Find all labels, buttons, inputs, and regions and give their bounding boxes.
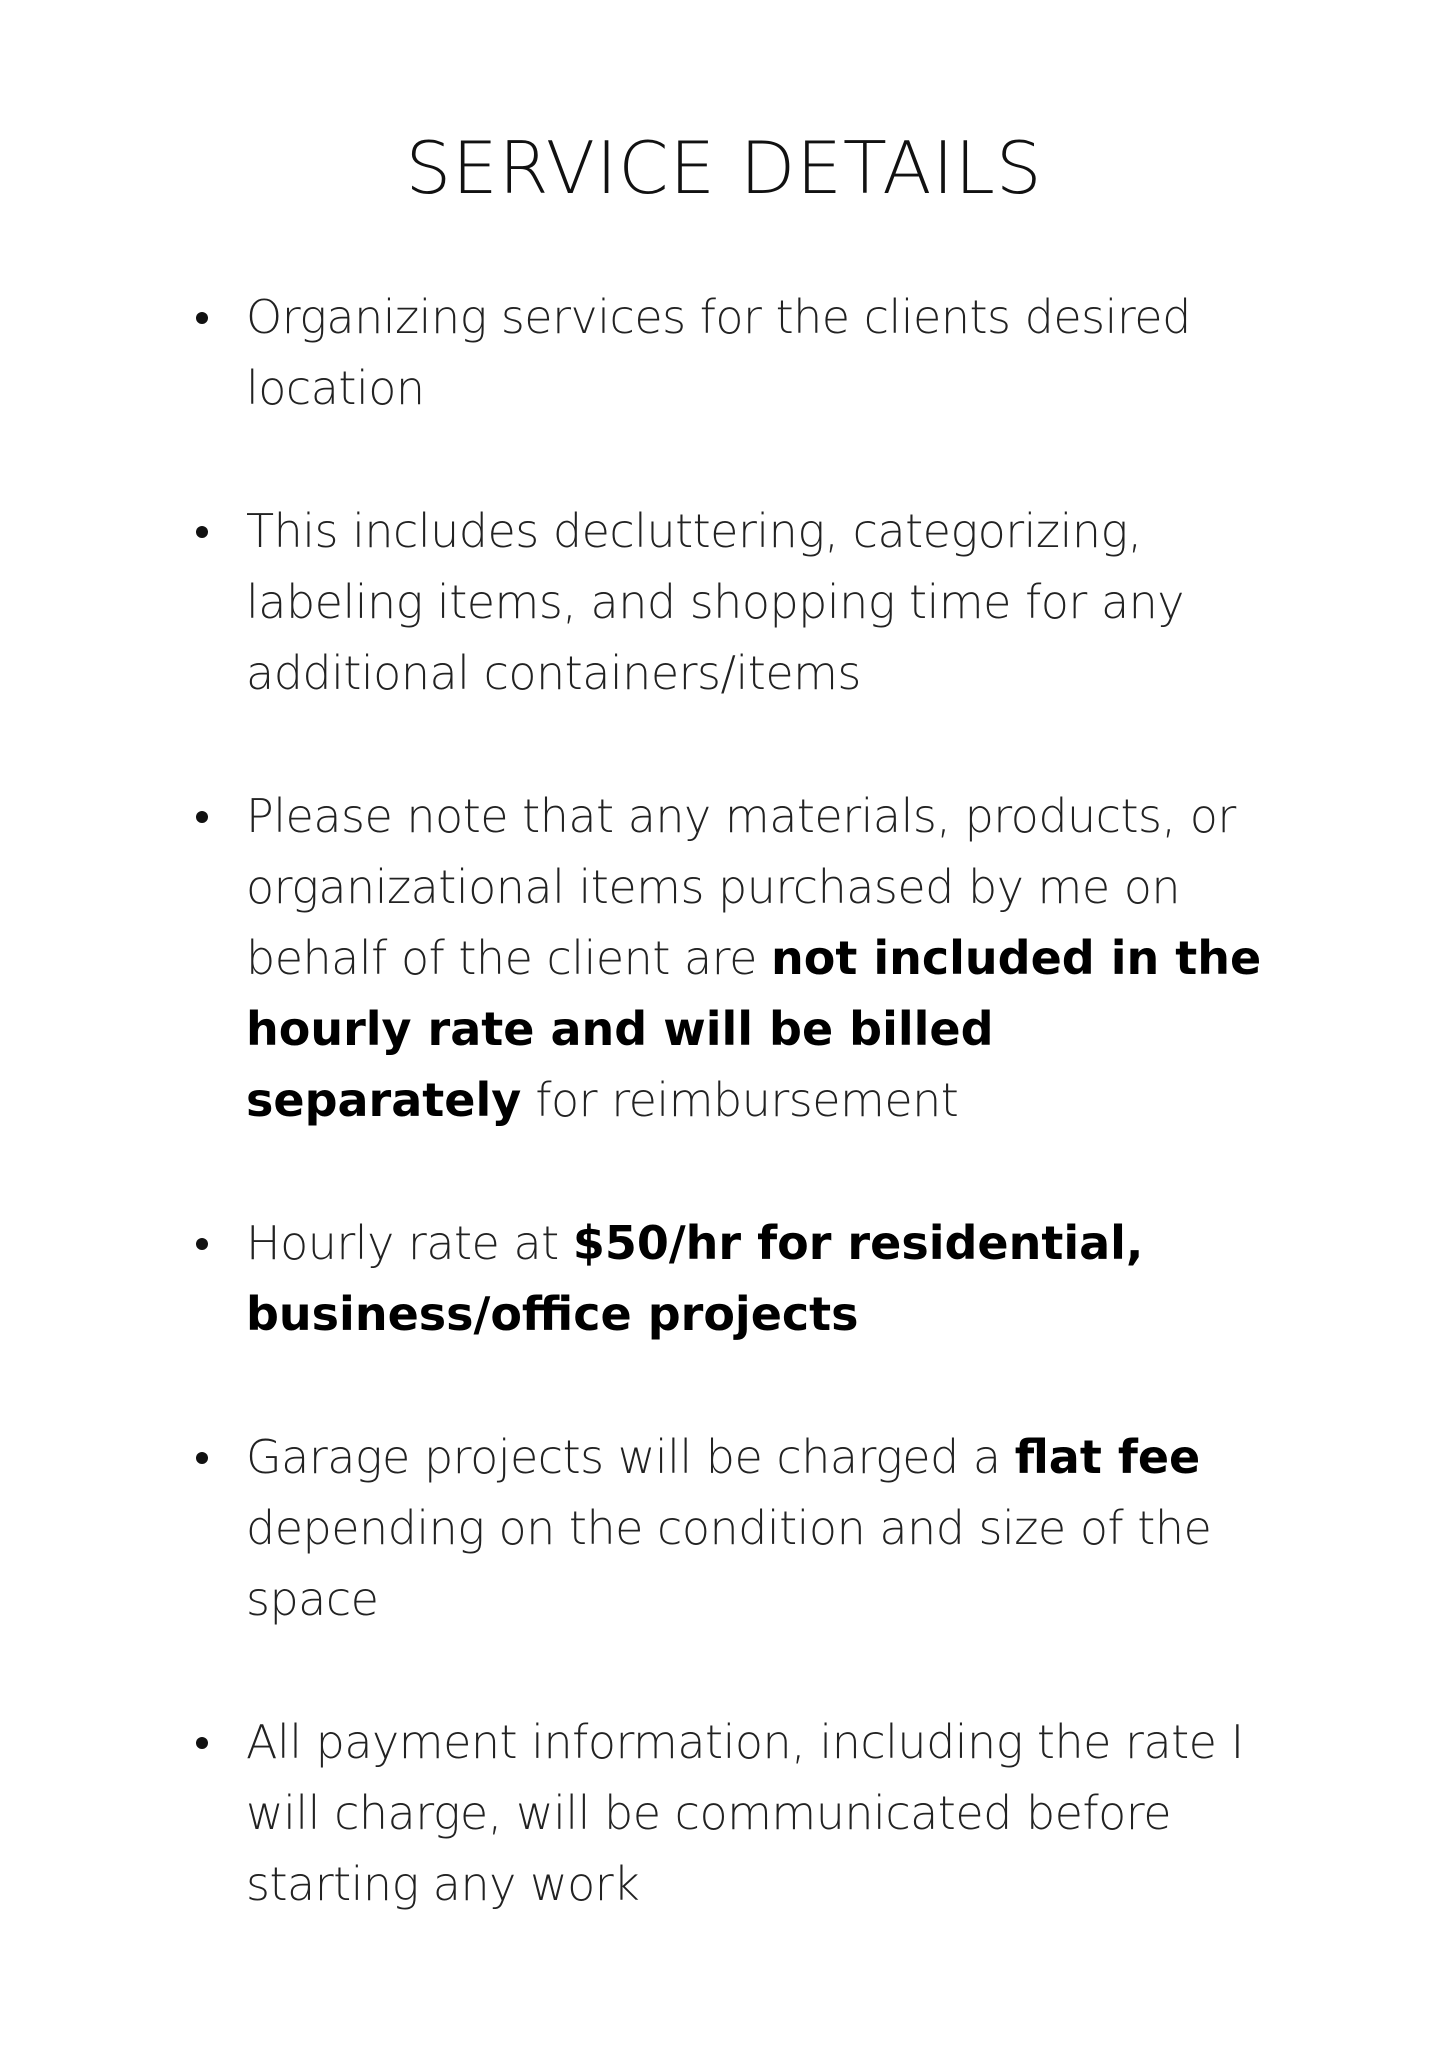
item-text: Organizing services for the clients desired location — [246, 290, 1191, 415]
list-item — [196, 781, 1276, 1136]
list-item — [196, 1422, 1276, 1635]
item-text: Please note that any materials, products, or organizational items purchased by me on behalf of the client are — [246, 789, 1236, 985]
item-text: depending on the condition and size of the space — [246, 1501, 1212, 1626]
bullet-icon — [196, 526, 208, 538]
bullet-icon — [196, 1452, 208, 1464]
page-title: SERVICE DETAILS — [405, 126, 1043, 210]
list-item — [196, 282, 1276, 424]
list-item — [196, 496, 1276, 709]
item-text: for reimbursement — [521, 1073, 959, 1127]
bullet-icon — [196, 1238, 208, 1250]
bullet-icon — [196, 811, 208, 823]
list-item — [196, 1208, 1276, 1350]
item-text: All payment information, including the rate I will charge, will be communicated before starting any work — [246, 1715, 1244, 1911]
item-emphasis: $50/hr for residential, business/office projects — [246, 1216, 1144, 1341]
item-emphasis: not included in the hourly rate and will be billed separately — [246, 931, 1262, 1127]
item-text: This includes decluttering, categorizing, labeling items, and shopping time for any additional containers/items — [246, 504, 1185, 700]
service-details-list — [196, 282, 1276, 1992]
bullet-icon — [196, 1737, 208, 1749]
item-text: Hourly rate at — [246, 1216, 573, 1270]
item-emphasis: flat fee — [1014, 1430, 1201, 1484]
bullet-icon — [196, 312, 208, 324]
item-text: Garage projects will be charged a — [246, 1430, 1015, 1484]
list-item — [196, 1707, 1276, 1920]
